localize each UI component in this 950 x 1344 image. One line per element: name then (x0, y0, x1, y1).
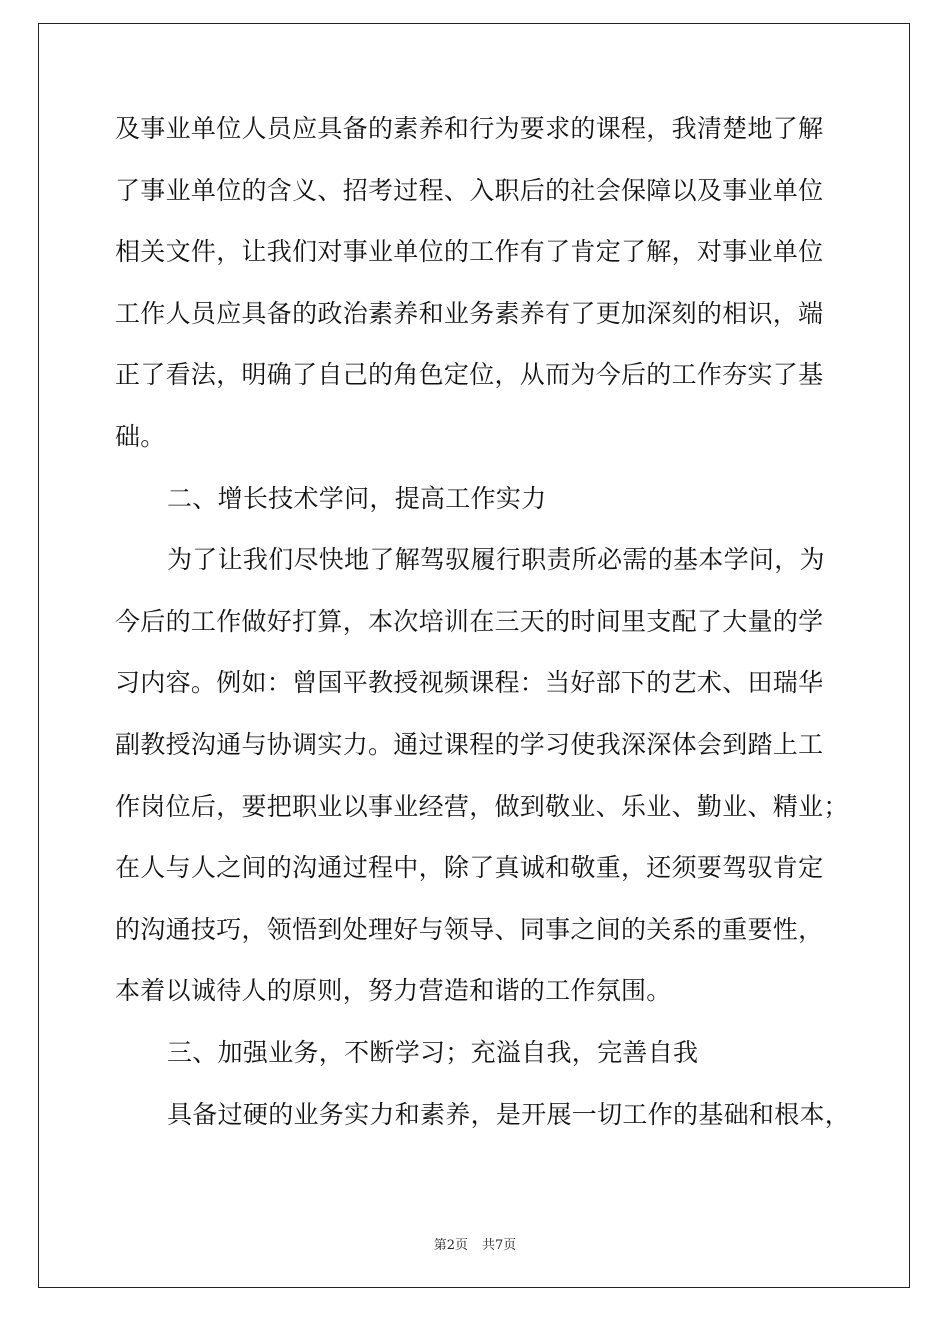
text-line: 了事业单位的含义、招考过程、入职后的社会保障以及事业单位 (115, 175, 824, 205)
text-line: 今后的工作做好打算，本次培训在三天的时间里支配了大量的学 (115, 606, 824, 636)
paragraph-start: 具备过硬的业务实力和素养，是开展一切工作的基础和根本， (167, 1099, 851, 1129)
text-line: 及事业单位人员应具备的素养和行为要求的课程，我清楚地了解 (115, 114, 824, 143)
paragraph-start: 为了让我们尽快地了解驾驭履行职责所必需的基本学问，为 (167, 545, 825, 575)
document-body (115, 98, 851, 1145)
text-line: 作岗位后，要把职业以事业经营，做到敬业、乐业、勤业、精业； (115, 791, 849, 821)
text-line: 在人与人之间的沟通过程中，除了真诚和敬重，还须要驾驭肯定 (115, 853, 824, 883)
total-pages: 共7页 (482, 1238, 517, 1253)
text-line: 副教授沟通与协调实力。通过课程的学习使我深深体会到踏上工 (115, 729, 824, 759)
section-heading: 三、加强业务，不断学习；充溢自我，完善自我 (167, 1037, 699, 1067)
text-line: 的沟通技巧，领悟到处理好与领导、同事之间的关系的重要性， (115, 914, 824, 944)
text-line: 相关文件，让我们对事业单位的工作有了肯定了解，对事业单位 (115, 237, 824, 267)
text-line: 础。 (115, 421, 166, 451)
section-heading: 二、增长技术学问，提高工作实力 (167, 483, 547, 513)
current-page-number: 第2页 (433, 1238, 468, 1253)
text-line: 本着以诚待人的原则，努力营造和谐的工作氛围。 (115, 976, 672, 1006)
page-footer (0, 1234, 950, 1253)
text-line: 习内容。例如：曾国平教授视频课程：当好部下的艺术、田瑞华 (115, 668, 824, 698)
text-line: 工作人员应具备的政治素养和业务素养有了更加深刻的相识，端 (115, 298, 824, 328)
text-line: 正了看法，明确了自己的角色定位，从而为今后的工作夯实了基 (115, 360, 824, 390)
